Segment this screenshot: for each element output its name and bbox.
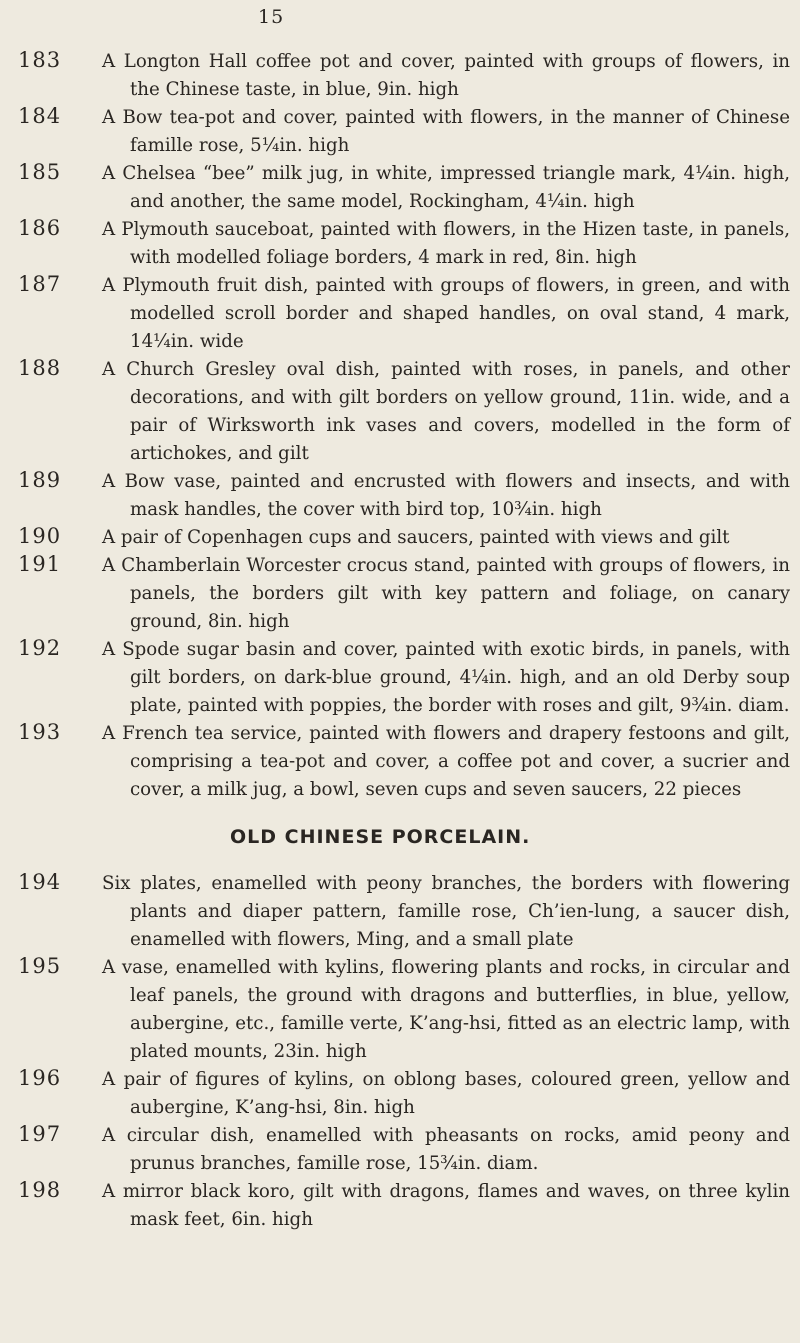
lot-description: A mirror black koro, gilt with dragons, flames and waves, on three kylin mask feet, 6in. high [102,1181,790,1230]
lot-number: 194 [18,870,62,894]
lot-number: 195 [18,954,62,978]
lot-number: 196 [18,1066,62,1090]
lot-description: A Longton Hall coffee pot and cover, painted with groups of flowers, in the Chinese taste, in blue, 9in. high [102,51,790,100]
lot-number: 183 [18,48,62,72]
lot-number: 184 [18,104,62,128]
lot-description: A vase, enamelled with kylins, flowering plants and rocks, in circular and leaf panels, the ground with dragons and butterflies, in blue, yellow, aubergine, etc., famille verte, K’ang-hsi, fitted as an electric lamp, with plated mounts, 23in. high [102,957,790,1062]
lot-number: 187 [18,272,62,296]
lot-description: A Bow tea-pot and cover, painted with flowers, in the manner of Chinese famille rose, 5¼in. high [102,107,790,156]
lot-number: 192 [18,636,62,660]
lot-description: Six plates, enamelled with peony branches, the borders with flowering plants and diaper pattern, famille rose, Ch’ien-lung, a saucer dish, enamelled with flowers, Ming, and a small plate [102,873,790,950]
lot-description: A French tea service, painted with flowers and drapery festoons and gilt, comprising a tea-pot and cover, a coffee pot and cover, a sucrier and cover, a milk jug, a bowl, seven cups and seven saucers, 22 pieces [102,723,790,800]
lot-description: A Bow vase, painted and encrusted with flowers and insects, and with mask handles, the cover with bird top, 10¾in. high [102,471,790,520]
lot-number: 198 [18,1178,62,1202]
lot-description: A circular dish, enamelled with pheasants on rocks, amid peony and prunus branches, famille rose, 15¾in. diam. [102,1125,790,1174]
lot-description: A pair of figures of kylins, on oblong bases, coloured green, yellow and aubergine, K’ang-hsi, 8in. high [102,1069,790,1118]
lot-description: A Plymouth sauceboat, painted with flowers, in the Hizen taste, in panels, with modelled foliage borders, 4 mark in red, 8in. high [102,219,790,268]
lot-number: 189 [18,468,62,492]
lot-number: 188 [18,356,62,380]
lot-number: 185 [18,160,62,184]
page-number: 15 [258,6,285,28]
lot-number: 193 [18,720,62,744]
lot-description: A pair of Copenhagen cups and saucers, painted with views and gilt [102,527,730,548]
lot-description: A Chamberlain Worcester crocus stand, painted with groups of flowers, in panels, the borders gilt with key pattern and foliage, on canary ground, 8in. high [102,555,790,632]
lot-number: 190 [18,524,62,548]
lot-description: A Plymouth fruit dish, painted with groups of flowers, in green, and with modelled scroll border and shaped handles, on oval stand, 4 mark, 14¼in. wide [102,275,790,352]
lot-number: 197 [18,1122,62,1146]
lot-number: 186 [18,216,62,240]
lot-description: A Spode sugar basin and cover, painted with exotic birds, in panels, with gilt borders, on dark-blue ground, 4¼in. high, and an old Derby soup plate, painted with poppies, the border with roses and gilt, 9¾in. diam. [102,639,790,716]
lot-number: 191 [18,552,62,576]
lot-description: A Chelsea “bee” milk jug, in white, impressed triangle mark, 4¼in. high, and another, the same model, Rockingham, 4¼in. high [102,163,790,212]
section-heading: OLD CHINESE PORCELAIN. [230,826,531,848]
lot-description: A Church Gresley oval dish, painted with roses, in panels, and other decorations, and with gilt borders on yellow ground, 11in. wide, and a pair of Wirksworth ink vases and covers, modelled in the form of artichokes, and gilt [102,359,790,464]
